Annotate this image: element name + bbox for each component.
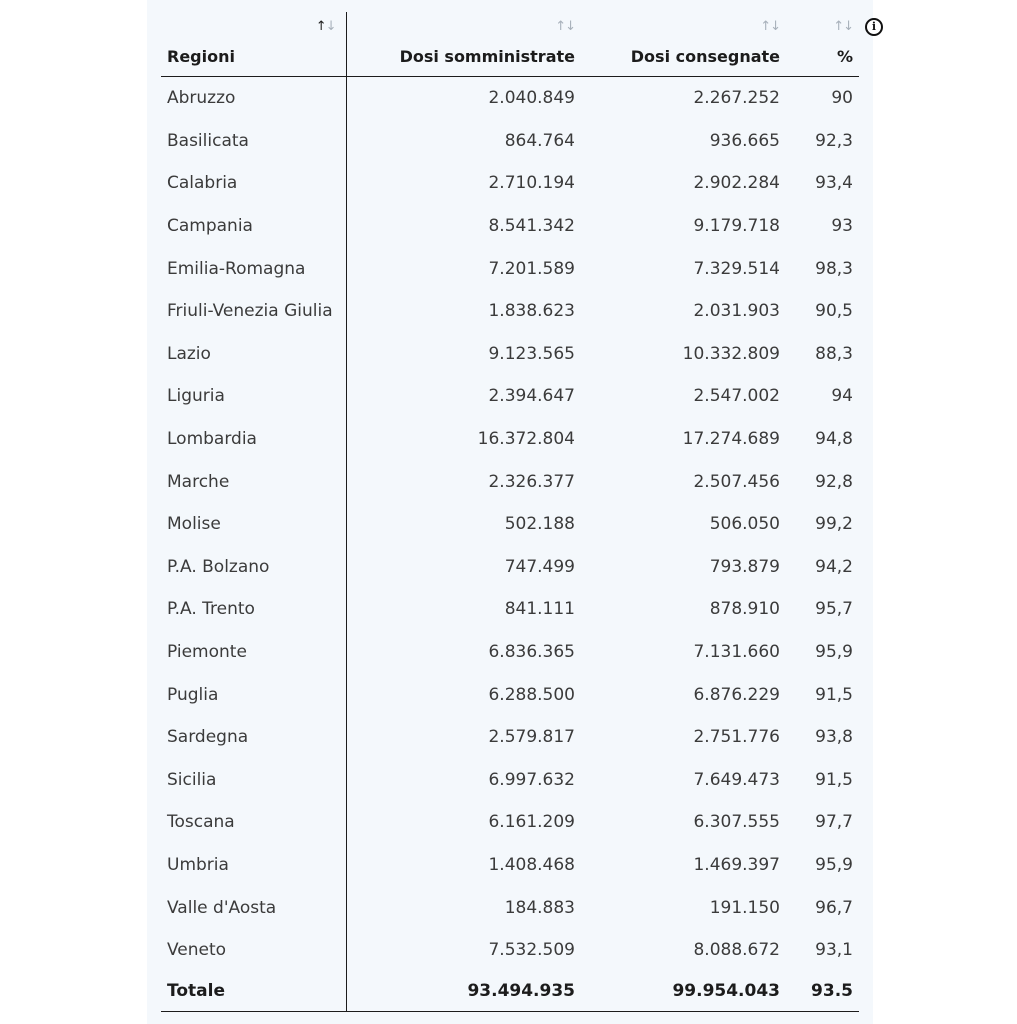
percent-cell: 93,1 — [815, 940, 853, 961]
region-cell: Sardegna — [161, 716, 346, 759]
table-row — [161, 588, 859, 631]
sort-icon[interactable]: ↑↓ — [760, 19, 780, 34]
sort-icon[interactable]: ↑↓ — [315, 19, 336, 34]
region-cell: Abruzzo — [161, 77, 346, 120]
total-administered: 93.494.935 — [346, 971, 581, 1012]
administered-cell: 6.288.500 — [488, 684, 575, 705]
table-row — [161, 418, 859, 461]
region-cell: Lazio — [161, 333, 346, 376]
delivered-cell: 936.665 — [709, 130, 780, 151]
percent-cell: 97,7 — [815, 812, 853, 833]
column-header-label: Dosi somministrate — [399, 47, 575, 66]
delivered-cell: 191.150 — [709, 897, 780, 918]
table-row — [161, 205, 859, 248]
table-body — [161, 77, 859, 972]
delivered-cell: 2.267.252 — [693, 88, 780, 109]
percent-cell: 98,3 — [815, 258, 853, 279]
delivered-cell: 10.332.809 — [682, 343, 780, 364]
table-row — [161, 844, 859, 887]
delivered-cell: 506.050 — [709, 514, 780, 535]
table-row — [161, 801, 859, 844]
percent-cell: 95,9 — [815, 642, 853, 663]
percent-cell: 93 — [831, 216, 853, 237]
administered-cell: 6.836.365 — [488, 642, 575, 663]
percent-cell: 95,7 — [815, 599, 853, 620]
administered-cell: 7.201.589 — [488, 258, 575, 279]
delivered-cell: 2.031.903 — [693, 301, 780, 322]
percent-cell: 92,3 — [815, 130, 853, 151]
delivered-cell: 2.751.776 — [693, 727, 780, 748]
region-cell: Sicilia — [161, 759, 346, 802]
administered-cell: 1.838.623 — [488, 301, 575, 322]
delivered-cell: 6.307.555 — [693, 812, 780, 833]
region-cell: P.A. Bolzano — [161, 546, 346, 589]
column-header-percent[interactable] — [786, 12, 859, 77]
administered-cell: 841.111 — [504, 599, 575, 620]
percent-cell: 93,8 — [815, 727, 853, 748]
administered-cell: 1.408.468 — [488, 854, 575, 875]
table-row — [161, 631, 859, 674]
region-cell: P.A. Trento — [161, 588, 346, 631]
table-row — [161, 247, 859, 290]
delivered-cell: 7.649.473 — [693, 769, 780, 790]
vaccine-doses-table — [161, 12, 859, 1012]
delivered-cell: 878.910 — [709, 599, 780, 620]
delivered-cell: 793.879 — [709, 556, 780, 577]
delivered-cell: 2.547.002 — [693, 386, 780, 407]
administered-cell: 2.040.849 — [488, 88, 575, 109]
table-row — [161, 759, 859, 802]
percent-cell: 95,9 — [815, 854, 853, 875]
administered-cell: 16.372.804 — [477, 429, 575, 450]
table-row — [161, 375, 859, 418]
column-header-region[interactable] — [161, 12, 346, 77]
column-header-administered[interactable] — [346, 12, 581, 77]
total-label: Totale — [161, 971, 346, 1012]
column-header-label: Regioni — [167, 47, 235, 66]
administered-cell: 8.541.342 — [488, 216, 575, 237]
delivered-cell: 17.274.689 — [682, 429, 780, 450]
delivered-cell: 6.876.229 — [693, 684, 780, 705]
region-cell: Toscana — [161, 801, 346, 844]
percent-cell: 90,5 — [815, 301, 853, 322]
percent-cell: 94,8 — [815, 429, 853, 450]
region-cell: Piemonte — [161, 631, 346, 674]
administered-cell: 2.710.194 — [488, 173, 575, 194]
administered-cell: 7.532.509 — [488, 940, 575, 961]
total-percent: 93.5 — [786, 971, 859, 1012]
region-cell: Friuli-Venezia Giulia — [161, 290, 346, 333]
administered-cell: 502.188 — [504, 514, 575, 535]
region-cell: Puglia — [161, 673, 346, 716]
region-cell: Molise — [161, 503, 346, 546]
column-header-delivered[interactable] — [581, 12, 786, 77]
table-row — [161, 120, 859, 163]
sort-icon[interactable]: ↑↓ — [555, 19, 575, 34]
percent-cell: 96,7 — [815, 897, 853, 918]
region-cell: Umbria — [161, 844, 346, 887]
table-row — [161, 673, 859, 716]
administered-cell: 2.394.647 — [488, 386, 575, 407]
administered-cell: 747.499 — [504, 556, 575, 577]
table-row — [161, 460, 859, 503]
administered-cell: 6.161.209 — [488, 812, 575, 833]
sort-icon[interactable]: ↑↓ — [833, 19, 853, 34]
table-row — [161, 886, 859, 929]
column-header-label: Dosi consegnate — [630, 47, 780, 66]
delivered-cell: 1.469.397 — [693, 854, 780, 875]
table-row — [161, 503, 859, 546]
administered-cell: 184.883 — [504, 897, 575, 918]
delivered-cell: 7.131.660 — [693, 642, 780, 663]
region-cell: Marche — [161, 460, 346, 503]
column-header-label: % — [836, 47, 853, 66]
table-row — [161, 716, 859, 759]
administered-cell: 2.326.377 — [488, 471, 575, 492]
delivered-cell: 9.179.718 — [693, 216, 780, 237]
region-cell: Basilicata — [161, 120, 346, 163]
region-cell: Emilia-Romagna — [161, 247, 346, 290]
percent-cell: 94,2 — [815, 556, 853, 577]
region-cell: Campania — [161, 205, 346, 248]
region-cell: Calabria — [161, 162, 346, 205]
total-delivered: 99.954.043 — [581, 971, 786, 1012]
delivered-cell: 2.507.456 — [693, 471, 780, 492]
percent-cell: 88,3 — [815, 343, 853, 364]
region-cell: Lombardia — [161, 418, 346, 461]
percent-cell: 91,5 — [815, 769, 853, 790]
header-row — [161, 12, 859, 77]
administered-cell: 6.997.632 — [488, 769, 575, 790]
delivered-cell: 7.329.514 — [693, 258, 780, 279]
percent-cell: 99,2 — [815, 514, 853, 535]
administered-cell: 864.764 — [504, 130, 575, 151]
total-row — [161, 971, 859, 1012]
percent-cell: 94 — [831, 386, 853, 407]
percent-cell: 93,4 — [815, 173, 853, 194]
info-icon[interactable]: i — [865, 18, 883, 36]
table-row — [161, 333, 859, 376]
percent-cell: 92,8 — [815, 471, 853, 492]
table-row — [161, 929, 859, 972]
table-row — [161, 546, 859, 589]
table-row — [161, 162, 859, 205]
region-cell: Liguria — [161, 375, 346, 418]
region-cell: Valle d'Aosta — [161, 886, 346, 929]
table-row — [161, 77, 859, 120]
administered-cell: 9.123.565 — [488, 343, 575, 364]
delivered-cell: 8.088.672 — [693, 940, 780, 961]
percent-cell: 90 — [831, 88, 853, 109]
delivered-cell: 2.902.284 — [693, 173, 780, 194]
administered-cell: 2.579.817 — [488, 727, 575, 748]
table-row — [161, 290, 859, 333]
percent-cell: 91,5 — [815, 684, 853, 705]
region-cell: Veneto — [161, 929, 346, 972]
